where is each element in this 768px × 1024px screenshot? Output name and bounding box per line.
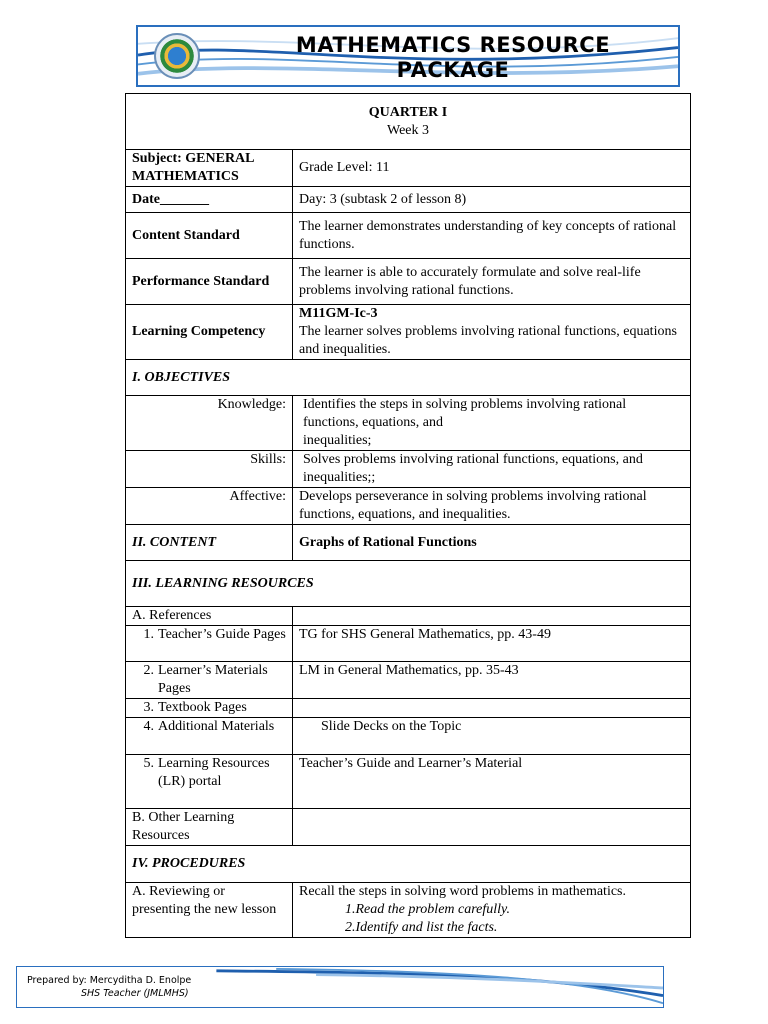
reference-label-4 <box>126 718 293 755</box>
reference-value-5: Teacher’s Guide and Learner’s Material <box>293 755 691 809</box>
reference-number-4: 4. <box>143 719 154 734</box>
content-text: Graphs of Rational Functions <box>293 525 691 561</box>
reference-name-5: Learning Resources (LR) portal <box>158 756 270 789</box>
reviewing-step-1: 1.Read the problem carefully. <box>345 902 510 917</box>
content-standard-label: Content Standard <box>126 213 293 259</box>
performance-standard-label: Performance Standard <box>126 259 293 305</box>
prepared-by-name: Prepared by: Mercyditha D. Enolpe <box>27 975 192 986</box>
references-value <box>293 607 691 626</box>
reference-value-3 <box>293 699 691 718</box>
reviewing-text: Recall the steps in solving word problems in mathematics. <box>299 884 626 899</box>
reference-number-2: 2. <box>143 663 154 678</box>
reference-number-5: 5. <box>143 756 154 771</box>
reviewing-cell <box>293 883 691 938</box>
knowledge-line-2: inequalities; <box>303 433 372 448</box>
grade-level: Grade Level: 11 <box>293 150 691 187</box>
other-resources-value <box>293 809 691 846</box>
reference-value-1: TG for SHS General Mathematics, pp. 43-49 <box>293 626 691 662</box>
subject-label: Subject: GENERAL MATHEMATICS <box>126 150 293 187</box>
page-title: MATHEMATICS RESOURCE PACKAGE <box>295 33 611 82</box>
reference-value-4: Slide Decks on the Topic <box>293 718 691 755</box>
references-label: A. References <box>126 607 293 626</box>
reference-number-1: 1. <box>143 627 154 642</box>
quarter-cell <box>126 94 691 150</box>
performance-standard-text: The learner is able to accurately formulate and solve real-life problems involving rational functions. <box>293 259 691 305</box>
day-value: Day: 3 (subtask 2 of lesson 8) <box>293 187 691 213</box>
reference-label-1 <box>126 626 293 662</box>
lesson-plan-table <box>125 93 691 938</box>
competency-code: M11GM-Ic-3 <box>299 306 378 321</box>
content-heading: II. CONTENT <box>126 525 293 561</box>
reference-label-2 <box>126 662 293 699</box>
reference-label-3 <box>126 699 293 718</box>
reference-name-4: Additional Materials <box>158 719 275 734</box>
reference-value-2: LM in General Mathematics, pp. 35-43 <box>293 662 691 699</box>
week-label: Week 3 <box>386 122 430 138</box>
other-resources-text: B. Other Learning Resources <box>132 810 235 843</box>
skills-label: Skills: <box>126 451 293 488</box>
prepared-by <box>27 974 191 1000</box>
affective-text: Develops perseverance in solving problems involving rational functions, equations, and inequalities. <box>293 488 691 525</box>
reference-number-3: 3. <box>143 700 154 715</box>
reference-name-3: Textbook Pages <box>158 700 247 715</box>
knowledge-line-1: Identifies the steps in solving problems involving rational functions, equations, and <box>303 397 627 430</box>
learning-competency-label: Learning Competency <box>126 305 293 360</box>
reference-label-5 <box>126 755 293 809</box>
procedures-heading: IV. PROCEDURES <box>126 846 691 883</box>
content-standard-text: The learner demonstrates understanding of key concepts of rational functions. <box>293 213 691 259</box>
school-seal-logo <box>154 33 200 79</box>
reference-name-1: Teacher’s Guide Pages <box>158 627 286 642</box>
competency-text: The learner solves problems involving rational functions, equations and inequalities. <box>299 324 677 357</box>
learning-competency-cell <box>293 305 691 360</box>
objectives-heading: I. OBJECTIVES <box>126 360 691 396</box>
knowledge-cell <box>293 396 691 451</box>
reviewing-label: A. Reviewing or presenting the new lesson <box>126 883 293 938</box>
skills-text: Solves problems involving rational functions, equations, and inequalities;; <box>293 451 691 488</box>
reference-name-2: Learner’s Materials Pages <box>158 663 268 696</box>
learning-resources-heading: III. LEARNING RESOURCES <box>126 561 691 607</box>
other-resources-label <box>126 809 293 846</box>
quarter-label: QUARTER I <box>368 104 448 120</box>
affective-label: Affective: <box>126 488 293 525</box>
footer-banner <box>16 966 664 1008</box>
knowledge-label: Knowledge: <box>126 396 293 451</box>
date-label: Date_______ <box>126 187 293 213</box>
reviewing-step-2: 2.Identify and list the facts. <box>345 920 498 935</box>
header-banner <box>136 25 680 87</box>
prepared-by-role: SHS Teacher (JMLMHS) <box>81 988 189 999</box>
